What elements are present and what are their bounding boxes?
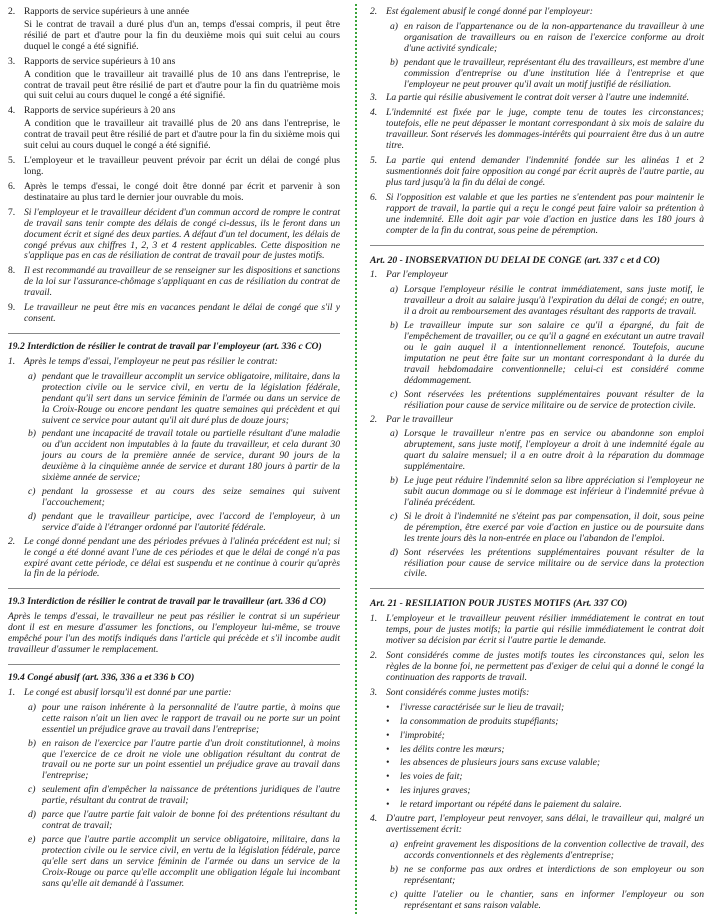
sub-item-text: Le travailleur impute sur son salaire ce qu'il a épargné, du fait de l'empêchement de travailler, ou ce qu'il a gagné en exécutant un autre travail ou le gain auquel il a intentionnellement renoncé. Toutefois, aucune imputation ne peut être faite sur un montant correspondant à la durée du travail hebdomadaire conventionnelle; celui-ci est considéré comme dédommagement. <box>404 320 704 386</box>
sub-item-letter: b) <box>28 737 36 749</box>
sub-item-text: Lorsque le travailleur n'entre pas en service ou abandonne son emploi abruptement, sans juste motif, l'employeur a droit à une indemnité égale au quart du salaire mensuel; il a en outre droit à la réparation du dommage supplémentaire. <box>404 428 704 473</box>
sub-item-letter: a) <box>28 701 36 713</box>
separator <box>370 588 704 589</box>
right-column <box>370 7 704 915</box>
article-21-item-4: 4. D'autre part, l'employeur peut renvoyer, sans délai, le travailleur qui, malgré un avertissement écrit: <box>370 813 704 836</box>
separator <box>8 588 340 589</box>
item-text: La partie qui entend demander l'indemnité fondée sur les alinéas 1 et 2 susmentionnés doit faire opposition au congé par écrit auprès de l'autre partie, au plus tard jusqu'à la fin du délai de congé. <box>386 155 704 188</box>
sub-item-letter: c) <box>390 510 398 522</box>
item-heading: Rapports de service supérieurs à 10 ans <box>24 55 176 67</box>
bullet-item <box>386 772 704 783</box>
separator <box>8 333 340 334</box>
item-number: 5. <box>370 155 378 167</box>
item-number: 7. <box>8 206 16 218</box>
article-20-item-2: 2. Par le travailleur <box>370 413 454 425</box>
bullet-dot-icon: • <box>386 743 390 755</box>
sub-item-letter: a) <box>390 839 398 850</box>
sub-item <box>386 429 704 473</box>
notice-item <box>8 208 340 263</box>
article-21-dismissal-sublist <box>370 840 704 912</box>
sub-item-text: en raison de l'exercice par l'autre partie d'un droit constitutionnel, à moins que l'exercice de ce droit ne viole une obligation résultant du contrat de travail ou ne porte sur un point essentiel un préjudice grave au travail dans l'entreprise; <box>42 737 340 782</box>
sub-item-text: en raison de l'appartenance ou de la non-appartenance du travailleur à une organisation de travailleurs ou en raison de l'exercice conforme au droit d'une activité syndicale; <box>404 20 704 54</box>
sub-item-text: pendant que le travailleur participe, avec l'accord de l'employeur, à un service d'aide à l'étranger ordonné par l'autorité fédérale. <box>42 510 340 533</box>
sub-item-letter: b) <box>390 56 398 68</box>
sub-item-text: pendant que le travailleur, représentant élu des travailleurs, est membre d'une commission d'entreprise ou d'une institution liée à l'entreprise et que l'employeur ne peut prouver qu'il avait un motif justifié de résiliation. <box>404 56 704 90</box>
section-19-4-item-1: 1. Le congé est abusif lorsqu'il est donné par une partie: <box>8 688 340 699</box>
sub-item <box>24 429 340 484</box>
sub-item <box>24 739 340 783</box>
item-body: A condition que le travailleur ait travaillé plus de 20 ans dans l'entreprise, le contrat de travail peut être résilié de part et d'autre pour la fin du sixième mois qui suit celui au cours duquel le congé a été signifié. <box>24 118 340 152</box>
bullet-item <box>386 758 704 769</box>
sub-item <box>386 548 704 581</box>
section-19-4-intro: Le congé est abusif lorsqu'il est donné par une partie: <box>24 686 232 698</box>
bullet-dot-icon: • <box>386 729 390 741</box>
notice-item <box>8 57 340 103</box>
bullet-item <box>386 731 704 742</box>
item-text: L'indemnité est fixée par le juge, compte tenu de toutes les circonstances; toutefois, elle ne peut dépasser le montant correspondant à six mois de salaire du travailleur. Sont réservés les dommages-intérêts qui pourraient être dus à un autre titre. <box>386 107 704 152</box>
sub-item-letter: c) <box>28 784 36 796</box>
sub-item-text: pendant que le travailleur accomplit un service obligatoire, militaire, dans la protection civile ou le service civil, en vertu de la législation fédérale, pendant qu'il sert dans un service féminin de l'armée ou dans un service de la Croix-Rouge ou encore pendant les quatre semaines qui précèdent et qui suivent ce service pour autant qu'il ait duré plus de douze jours; <box>42 370 340 426</box>
notice-item <box>8 266 340 299</box>
bullet-item <box>386 717 704 728</box>
sub-item-letter: c) <box>390 888 398 900</box>
bullet-text: les injures graves; <box>400 785 471 797</box>
item-body: Si l'employeur et le travailleur décident d'un commun accord de rompre le contrat de travail sans tenir compte des délais de congé ci-dessus, ils le feront dans un document écrit et signé des deux parties. A défaut d'un tel document, les délais de congé prévus aux chiffres 1, 2, 3 et 4 restent applicables. Cette disposition ne s'applique pas en cas de résiliation de contrat de travail pour de justes motifs. <box>24 206 340 262</box>
notice-periods-list <box>8 7 340 325</box>
left-column <box>8 7 340 893</box>
abusive-item-2: 2. Est également abusif le congé donné par l'employeur: <box>370 7 704 18</box>
bullet-dot-icon: • <box>386 785 390 797</box>
item-body: A condition que le travailleur ait travaillé plus de 10 ans dans l'entreprise, le contrat de travail peut être résilié de part et d'autre pour la fin du quatrième mois qui suit celui au cours duquel le congé a été signifié. <box>24 68 340 102</box>
sub-item <box>24 487 340 509</box>
notice-item <box>8 303 340 325</box>
indemnity-item <box>370 156 704 189</box>
section-19-2-sublist <box>8 372 340 534</box>
bullet-item <box>386 745 704 756</box>
item-number: 2. <box>8 6 16 17</box>
section-19-3-title: 19.3 Interdiction de résilier le contrat de travail par le travailleur (art. 336 d CO) <box>8 596 327 608</box>
article-20-title: Art. 20 - INOBSERVATION DU DELAI DE CONGE (art. 337 c et d CO) <box>370 254 660 266</box>
notice-item <box>8 7 340 53</box>
section-19-2-intro: Après le temps d'essai, l'employeur ne peut pas résilier le contrat: <box>24 355 278 367</box>
sub-item-letter: c) <box>390 388 398 400</box>
sub-item-letter: a) <box>390 428 398 440</box>
sub-item-letter: d) <box>390 546 398 558</box>
item-number: 6. <box>8 180 16 192</box>
sub-item-text: Le juge peut réduire l'indemnité selon sa libre appréciation si l'employeur ne subit aucun dommage ou si le dommage est inférieur à l'indemnité prévue à l'alinéa précédent. <box>404 475 704 508</box>
sub-item-text: pendant la grossesse et au cours des seize semaines qui suivent l'accouchement; <box>42 486 340 508</box>
sub-item-letter: c) <box>28 486 36 498</box>
bullet-item <box>386 786 704 797</box>
item-number: 6. <box>370 191 378 203</box>
item-number: 8. <box>8 265 16 277</box>
item-number: 5. <box>8 155 16 167</box>
sub-item-letter: b) <box>390 475 398 487</box>
sub-item <box>24 372 340 427</box>
bullet-item <box>386 703 704 714</box>
bullet-text: la consommation de produits stupéfiants; <box>400 715 559 727</box>
article-20-employer-sublist <box>370 285 704 411</box>
item-body: L'employeur et le travailleur peuvent prévoir par écrit un délai de congé plus long. <box>24 155 340 177</box>
article-20-worker-sublist <box>370 429 704 580</box>
item-number: 3. <box>370 92 378 104</box>
item-body: Après le temps d'essai, le congé doit être donné par écrit et parvenir à son destinataire au plus tard le dernier jour ouvrable du mois. <box>24 180 340 203</box>
item-number: 9. <box>8 302 16 314</box>
sub-item-letter: e) <box>28 834 36 845</box>
notice-item <box>8 156 340 178</box>
sub-item-text: quitte l'atelier ou le chantier, sans en informer l'employeur ou son représentant et sans raison valable. <box>404 888 704 911</box>
sub-item <box>24 785 340 807</box>
bullet-text: l'improbité; <box>400 729 445 741</box>
sub-item <box>386 58 704 91</box>
section-19-2-item-2: 2. Le congé donné pendant une des périodes prévues à l'alinéa précédent est nul; si le congé a été donné avant l'une de ces périodes et que le délai de congé n'a pas expiré avant cette période, ce délai est suspendu et ne continue à courir qu'après la fin de la période. <box>8 535 340 580</box>
separator <box>370 245 704 246</box>
section-19-4-sublist <box>8 703 340 890</box>
indemnity-item <box>370 193 704 237</box>
sub-item-letter: d) <box>28 510 36 522</box>
abusive-item-2-text: Est également abusif le congé donné par l'employeur: <box>386 6 593 17</box>
sub-item-letter: b) <box>390 863 398 875</box>
sub-item <box>24 810 340 832</box>
bullet-text: l'ivresse caractérisée sur le lieu de travail; <box>400 701 565 713</box>
sub-item <box>24 835 340 890</box>
section-19-2-paragraph: Le congé donné pendant une des périodes prévues à l'alinéa précédent est nul; si le congé a été donné avant l'une de ces périodes et que le délai de congé n'a pas expiré avant cette période, ce délai est suspendu et ne continue à courir qu'après la fin de la période. <box>24 535 340 580</box>
section-19-2-title: 19.2 Interdiction de résilier le contrat de travail par l'employeur (art. 336 c CO) <box>8 340 322 352</box>
sub-item <box>386 390 704 412</box>
bullet-dot-icon: • <box>386 701 390 713</box>
sub-item <box>386 512 704 545</box>
article-21-title: Art. 21 - RESILIATION POUR JUSTES MOTIFS (Art. 337 CO) <box>370 598 628 610</box>
item-number: 3. <box>8 55 16 67</box>
item-heading: Rapports de service supérieurs à une année <box>24 6 190 17</box>
item-number: 4. <box>8 105 16 117</box>
notice-item <box>8 182 340 204</box>
sub-item-letter: a) <box>390 20 398 32</box>
indemnity-item <box>370 93 704 104</box>
sub-item-text: parce que l'autre partie fait valoir de bonne foi des prétentions résultant du contrat de travail; <box>42 809 340 832</box>
sub-item <box>386 22 704 55</box>
bullet-dot-icon: • <box>386 757 390 769</box>
sub-item-text: ne se conforme pas aux ordres et interdictions de son employeur ou son représentant; <box>404 863 704 886</box>
bullet-dot-icon: • <box>386 799 390 811</box>
sub-item-letter: b) <box>390 320 398 332</box>
indemnity-item <box>370 108 704 152</box>
item-body: Le travailleur ne peut être mis en vacances pendant le délai de congé que s'il y consent. <box>24 302 340 325</box>
section-19-4-title: 19.4 Congé abusif (art. 336, 336 a et 336 b CO) <box>8 672 195 684</box>
bullet-text: les absences de plusieurs jours sans excuse valable; <box>400 757 601 769</box>
article-21-item-3: 3. Sont considérés comme justes motifs: <box>370 686 530 698</box>
sub-item-letter: a) <box>28 370 36 382</box>
sub-item-text: parce que l'autre partie accomplit un service obligatoire, militaire, dans la protection civile ou le service civil, en vertu de la législation fédérale, parce qu'elle sert dans un service féminin de l'armée ou dans un service de la Croix-Rouge ou parce qu'elle accomplit une obligation légale lui incombant sans qu'elle ait demandé à l'assumer. <box>42 834 340 889</box>
article-21-item-1: 1. L'employeur et le travailleur peuvent résilier immédiatement le contrat en tout temps, pour de justes motifs; la partie qui résilie immédiatement le contrat doit motiver sa décision par écrit si l'autre partie le demande. <box>370 613 704 647</box>
sub-item-text: Lorsque l'employeur résilie le contrat immédiatement, sans juste motif, le travailleur a droit au salaire jusqu'à l'expiration du délai de congé; en outre, il a droit au remboursement des avantages résultant des rapports de travail. <box>404 284 704 318</box>
sub-item-text: Sont réservées les prétentions supplémentaires pouvant résulter de la résiliation pour cause de service militaire ou de service de protection civile. <box>404 388 704 411</box>
notice-item <box>8 106 340 152</box>
sub-item-letter: d) <box>28 809 36 821</box>
sub-item <box>386 321 704 387</box>
sub-item-text: seulement afin d'empêcher la naissance de prétentions juridiques de l'autre partie, résultant du contrat de travail; <box>42 784 340 807</box>
sub-item <box>24 512 340 534</box>
sub-item <box>24 703 340 736</box>
sub-item <box>386 865 704 887</box>
sub-item-text: enfreint gravement les dispositions de la convention collective de travail, des accords conventionnels et des règlements d'entreprise; <box>404 839 704 861</box>
sub-item <box>386 285 704 318</box>
article-20-item-1: 1. Par l'employeur <box>370 269 448 281</box>
column-divider <box>355 4 357 914</box>
sub-item-text: pendant une incapacité de travail totale ou partielle résultant d'une maladie ou d'un accident non imputables à la faute du travailleur, et cela durant 30 jours au cours de la première année de service, durant 90 jours de la deuxième à la cinquième année de service et durant 180 jours à partir de la sixième année de service; <box>42 428 340 484</box>
sub-item <box>386 840 704 862</box>
sub-item <box>386 476 704 509</box>
bullet-dot-icon: • <box>386 771 390 783</box>
sub-item-letter: a) <box>390 284 398 296</box>
section-19-2-item-1: 1. Après le temps d'essai, l'employeur ne peut pas résilier le contrat: <box>8 357 340 368</box>
bullet-item <box>386 800 704 811</box>
bullet-text: les voies de fait; <box>400 771 463 783</box>
sub-item <box>386 890 704 912</box>
separator <box>8 664 340 665</box>
article-21-item-2: 2. Sont considérés comme de justes motifs toutes les circonstances qui, selon les règles de la bonne foi, ne permettent pas d'exiger de celui qui a donné le congé la continuation des rapports de travail. <box>370 650 704 683</box>
bullet-text: les délits contre les mœurs; <box>400 743 505 755</box>
sub-item-text: pour une raison inhérente à la personnalité de l'autre partie, à moins que cette raison n'ait un lien avec le rapport de travail ou ne porte sur un point essentiel un préjudice grave au travail dans l'entreprise; <box>42 701 340 735</box>
item-heading: Rapports de service supérieurs à 20 ans <box>24 105 176 117</box>
just-motives-bullets <box>370 703 704 811</box>
item-text: Si l'opposition est valable et que les parties ne s'entendent pas pour maintenir le rapport de travail, la partie qui a reçu le congé peut faire valoir sa prétention à une indemnité. Elle doit agir par voie d'action en justice dans les 180 jours à compter de la fin du contrat, sous peine de péremption. <box>386 191 704 236</box>
sub-item-text: Sont réservées les prétentions supplémentaires pouvant résulter de la résiliation pour cause de service militaire ou de service dans la protection civile. <box>404 546 704 580</box>
sub-item-text: Si le droit à l'indemnité ne s'éteint pas par compensation, il doit, sous peine de péremption, être exercé par voie d'action en justice ou de poursuite dans les trente jours dès la non-entrée en place ou l'abandon de l'emploi. <box>404 510 704 544</box>
item-body: Il est recommandé au travailleur de se renseigner sur les dispositions et sanctions de la loi sur l'assurance-chômage s'appliquant en cas de résiliation du contrat de travail. <box>24 265 340 299</box>
item-body: Si le contrat de travail a duré plus d'un an, temps d'essai compris, il peut être résilié de part et d'autre pour la fin du deuxième mois qui suit celui au cours duquel le congé a été signifié. <box>24 18 340 52</box>
indemnity-items <box>370 93 704 236</box>
section-19-3-paragraph: Après le temps d'essai, le travailleur ne peut pas résilier le contrat si un supérieur dont il est en mesure d'assumer les fonctions, ou l'employeur lui-même, se trouve empêché pour l'un des motifs indiqués dans l'article qui précède et s'il incombe audit travailleur d'assumer le remplacement. <box>8 611 340 656</box>
bullet-dot-icon: • <box>386 715 390 727</box>
sub-item-letter: b) <box>28 428 36 440</box>
item-text: La partie qui résilie abusivement le contrat doit verser à l'autre une indemnité. <box>386 92 690 104</box>
abusive-item-2-sublist <box>370 22 704 91</box>
item-number: 4. <box>370 107 378 119</box>
bullet-text: le retard important ou répété dans le paiement du salaire. <box>400 799 622 811</box>
